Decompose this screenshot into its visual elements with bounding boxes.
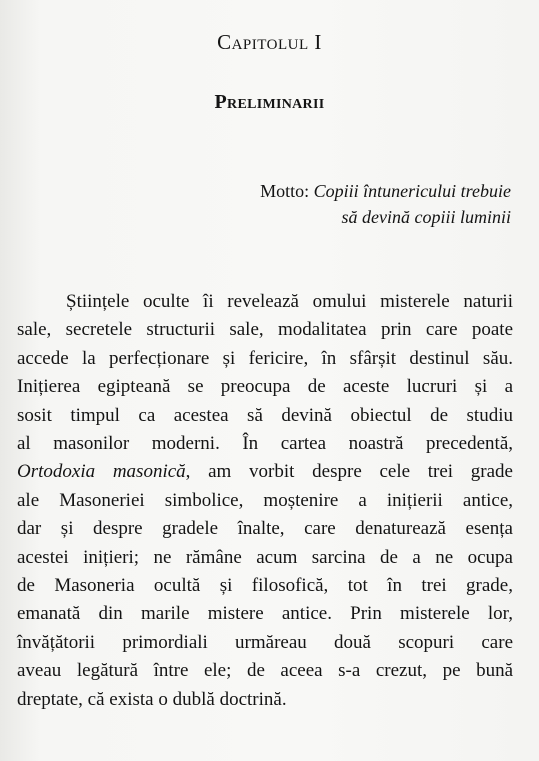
paragraph-line: învățătorii primordiali urmăreau două scopuri care [17,631,513,653]
paragraph-line: al masonilor moderni. În cartea noastră precedentă, [17,433,513,455]
chapter-title: Capitolul I [217,30,322,54]
paragraph-line: sale, secretele structurii sale, modalitatea prin care poate [17,319,513,341]
paragraph-line: Științele oculte îi revelează omului misterele naturii [66,291,513,312]
body-paragraph [17,288,513,714]
paragraph-line: dar și despre gradele înalte, care denaturează esența [17,518,513,540]
book-title: Ortodoxia masonică [17,461,186,483]
paragraph-line: acestei inițieri; ne rămâne acum sarcina de a ne ocupa [17,546,513,568]
motto-quote-part-1: Copiii întunericului trebuie [309,181,511,201]
paragraph-line: emanată din marile mistere antice. Prin misterele lor, [17,603,513,625]
motto-quote-part-2: să devină copiii luminii [341,207,511,227]
motto-label: Motto: [260,181,310,201]
paragraph-line: sosit timpul ca acestea să devină obiectul de studiu [17,404,513,426]
motto-line-1 [260,178,511,204]
paragraph-line: Inițierea egipteană se preocupa de aceste lucruri și a [17,376,513,398]
paragraph-line-with-book-title [17,458,513,486]
paragraph-line: dreptate, că exista o dublă doctrină. [17,688,287,710]
paragraph-line-rest: , am vorbit despre cele trei grade [185,461,513,483]
section-title: Preliminarii [214,91,325,113]
paragraph-line: de Masoneria ocultă și filosofică, tot în trei grade, [17,575,513,597]
paragraph-line: ale Masoneriei simbolice, moștenire a inițierii antice, [17,489,513,511]
paragraph-line: accede la perfecționare și fericire, în sfârșit destinul său. [17,347,513,369]
paragraph-line: aveau legătură între ele; de aceea s-a crezut, pe bună [17,660,513,682]
motto [260,178,511,230]
